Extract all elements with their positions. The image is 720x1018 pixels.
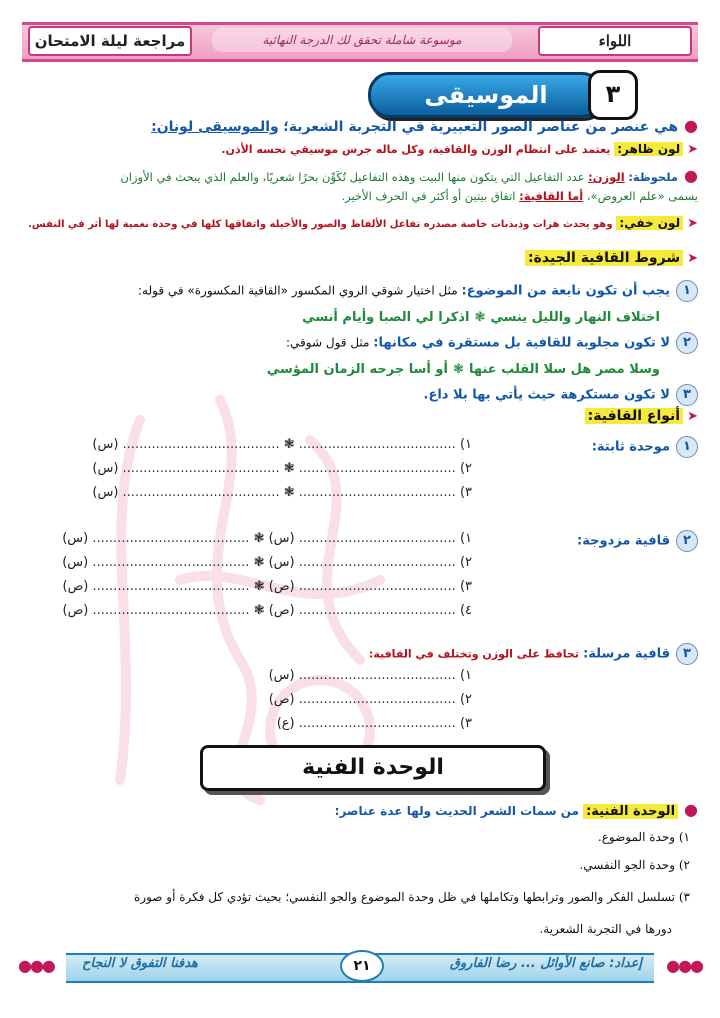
item-number: ٣)	[678, 890, 690, 904]
verse-1	[302, 306, 660, 325]
condition-3-label: لا تكون مستكرهة حيث يأتي بها بلا داع.	[423, 387, 670, 403]
type-3-row-2	[269, 692, 472, 707]
rhyme-letter: (س)	[268, 555, 295, 570]
star-icon: ❃	[283, 437, 295, 452]
blank-line: ......................................	[92, 603, 250, 618]
condition-1-text: مثل اختيار شوقي الروي المكسور «القافية المكسورة» في قوله:	[137, 283, 458, 298]
music-definition	[151, 116, 698, 135]
unity-label: الوحدة الفنية:	[583, 804, 678, 819]
row-number: ٢)	[459, 692, 472, 707]
section-title-pill: الوحدة الفنية	[200, 745, 546, 791]
item-text: وحدة الموضوع.	[597, 830, 676, 844]
hidden-text: وهو يحدث هزات وذبذبات خاصة مصدره تفاعل الألفاظ والصور والأخيلة واتفاقها كلها في وحدة نغمية لها أثر في النفس.	[28, 219, 613, 230]
footer-dots-icon: ●●●	[666, 956, 702, 975]
rhyme-letter: (ص)	[62, 603, 89, 618]
rhyme-letter: (ص)	[268, 692, 295, 707]
unity-text: من سمات الشعر الحديث ولها عدة عناصر:	[334, 804, 579, 818]
blank-line: ......................................	[92, 555, 250, 570]
condition-number: ١	[676, 280, 698, 302]
section-title-pill: الموسيقى	[368, 72, 604, 118]
star-icon: ❃	[283, 461, 295, 476]
type-number: ٣	[676, 643, 698, 665]
condition-1-label: يجب أن تكون نابعة من الموضوع:	[461, 283, 670, 299]
star-icon: ❃	[253, 555, 265, 570]
item-text: دورها في التجربة الشعرية.	[539, 922, 672, 936]
blank-line: ......................................	[298, 579, 456, 594]
type-number: ١	[676, 436, 698, 458]
note-line-1	[120, 166, 698, 185]
item-text: وحدة الجو النفسي.	[579, 858, 676, 872]
type-1-label: موحدة ثابتة:	[591, 439, 670, 455]
rhyme-letter: (س)	[62, 555, 89, 570]
conditions-heading	[525, 250, 698, 266]
unity-item-3	[134, 890, 690, 904]
unity-item-1	[598, 830, 690, 844]
blank-line: ......................................	[122, 461, 280, 476]
condition-number: ٣	[676, 384, 698, 406]
row-number: ١)	[459, 668, 472, 683]
item-text: تسلسل الفكر والصور وترابطها وتكاملها في ظل وحدة الموضوع والجو النفسي؛ بحيث تؤدي كل فكرة أو صورة	[134, 890, 676, 904]
footer-dots-icon: ●●●	[18, 956, 54, 975]
page-header	[22, 14, 698, 62]
header-tagline: موسوعة شاملة تحقق لك الدرجة النهائية	[212, 28, 512, 52]
definition-text: هي عنصر من عناصر الصور التعبيرية في التجربة الشعرية؛	[283, 119, 679, 135]
rhyme-letter: (س)	[62, 531, 89, 546]
qafiya-label: أما القافية:	[519, 189, 584, 203]
arrow-icon: ➤	[687, 409, 698, 424]
hidden-label: لون خفي:	[616, 216, 683, 230]
rhyme-letter: (س)	[268, 531, 295, 546]
types-heading	[585, 408, 698, 424]
rhyme-letter: (س)	[92, 461, 119, 476]
blank-line: ......................................	[92, 531, 250, 546]
row-number: ٤)	[459, 603, 472, 618]
blank-line: ......................................	[298, 437, 456, 452]
blank-line: ......................................	[298, 716, 456, 731]
rhyme-letter: (ع)	[276, 716, 295, 731]
definition-tail: والموسيقى لونان:	[151, 119, 279, 135]
verse-star: ❃	[453, 362, 464, 377]
visible-label: لون ظاهر:	[614, 142, 683, 156]
row-number: ٢)	[459, 461, 472, 476]
types-title: أنواع القافية:	[585, 408, 683, 424]
row-number: ١)	[459, 531, 472, 546]
note-text-3: اتفاق بيتين أو أكثر في الحرف الأخير.	[341, 189, 516, 203]
row-number: ٢)	[459, 555, 472, 570]
conditions-title: شروط القافية الجيدة:	[525, 250, 683, 266]
visible-text: يعتمد على انتظام الوزن والقافية، وكل ماله جرس موسيقي تحسه الأذن.	[221, 143, 611, 156]
wazn-label: الوزن:	[588, 170, 625, 184]
hidden-type	[28, 216, 698, 231]
blank-line: ......................................	[298, 692, 456, 707]
verse-star: ❃	[474, 310, 486, 325]
type-2-row-1	[62, 531, 472, 546]
rhyme-letter: (ص)	[268, 579, 295, 594]
footer-author: إعداد: صانع الأوائل ... رضا الفاروق	[449, 956, 642, 971]
star-icon: ❃	[253, 531, 265, 546]
star-icon: ❃	[253, 579, 265, 594]
verse-2-second: أو أسا جرحه الزمان المؤسي	[266, 362, 448, 377]
note-text-2: يسمى «علم العروض»،	[586, 189, 698, 203]
row-number: ٣)	[459, 485, 472, 500]
verse-1-first: اختلاف النهار والليل ينسي	[490, 310, 660, 325]
rhyme-letter: (س)	[92, 485, 119, 500]
arrow-icon: ➤	[687, 251, 698, 266]
blank-line: ......................................	[298, 555, 456, 570]
blank-line: ......................................	[298, 461, 456, 476]
condition-1	[138, 280, 698, 302]
type-1-row-1	[92, 437, 472, 452]
rhyme-letter: (س)	[92, 437, 119, 452]
section-number: ٣	[588, 70, 638, 120]
blank-line: ......................................	[92, 579, 250, 594]
arrow-icon: ➤	[687, 142, 698, 157]
blank-line: ......................................	[298, 603, 456, 618]
note-label: ملحوظة:	[628, 170, 679, 184]
condition-2-text: مثل قول شوقي:	[286, 335, 370, 350]
arrow-icon: ➤	[687, 216, 698, 231]
type-2-row-3	[63, 579, 472, 594]
condition-3	[424, 384, 698, 406]
visible-type	[221, 142, 698, 157]
type-1-row-3	[92, 485, 472, 500]
blank-line: ......................................	[298, 531, 456, 546]
verse-2	[267, 358, 660, 377]
page-footer	[18, 950, 702, 982]
item-number: ٢)	[678, 858, 690, 872]
note-text-1: عدد التفاعيل التي يتكون منها البيت وهذه التفاعيل تُكَوِّن بحرًا شعريًا، والعلم الذي يبحث في الأوزان	[120, 170, 585, 184]
type-number: ٢	[676, 530, 698, 552]
type-3-label: قافية مرسلة:	[583, 646, 670, 662]
header-review-label: مراجعة ليلة الامتحان	[28, 26, 192, 56]
item-number: ١)	[678, 830, 690, 844]
type-3-row-3	[277, 716, 472, 731]
type-2	[577, 530, 698, 552]
verse-2-first: وسلا مصر هل سلا القلب عنها	[469, 362, 660, 377]
blank-line: ......................................	[122, 437, 280, 452]
type-2-row-4	[63, 603, 472, 618]
bullet-icon: ●	[684, 116, 698, 135]
star-icon: ❃	[253, 603, 265, 618]
row-number: ٣)	[459, 716, 472, 731]
verse-1-second: اذكرا لي الصبا وأيام أنسي	[302, 310, 470, 325]
condition-2	[286, 332, 698, 354]
type-3-row-1	[269, 668, 472, 683]
section-title-artistic-unity	[200, 745, 540, 789]
rhyme-letter: (ص)	[62, 579, 89, 594]
row-number: ١)	[459, 437, 472, 452]
bullet-icon: ●	[684, 166, 698, 185]
unity-item-3-cont	[539, 922, 672, 936]
blank-line: ......................................	[298, 668, 456, 683]
note-line-2	[341, 189, 698, 203]
type-3-text: تحافظ على الوزن وتختلف في القافية:	[368, 647, 579, 661]
type-2-row-2	[62, 555, 472, 570]
type-1	[592, 436, 698, 458]
condition-number: ٢	[676, 332, 698, 354]
section-title-music	[368, 70, 638, 114]
condition-2-label: لا تكون مجلوبة للقافية بل مستقرة في مكانها:	[373, 335, 670, 351]
rhyme-letter: (س)	[268, 668, 295, 683]
header-brand: اللواء	[538, 26, 692, 56]
blank-line: ......................................	[122, 485, 280, 500]
unity-definition	[335, 800, 698, 819]
type-3	[369, 643, 698, 665]
page-number: ٢١	[340, 950, 384, 982]
row-number: ٣)	[459, 579, 472, 594]
blank-line: ......................................	[298, 485, 456, 500]
rhyme-letter: (ص)	[268, 603, 295, 618]
footer-slogan: هدفنا التفوق لا النجاح	[82, 956, 198, 971]
type-1-row-2	[92, 461, 472, 476]
unity-item-2	[579, 858, 690, 872]
star-icon: ❃	[283, 485, 295, 500]
bullet-icon: ●	[684, 800, 698, 819]
type-2-label: قافية مزدوجة:	[577, 533, 670, 549]
